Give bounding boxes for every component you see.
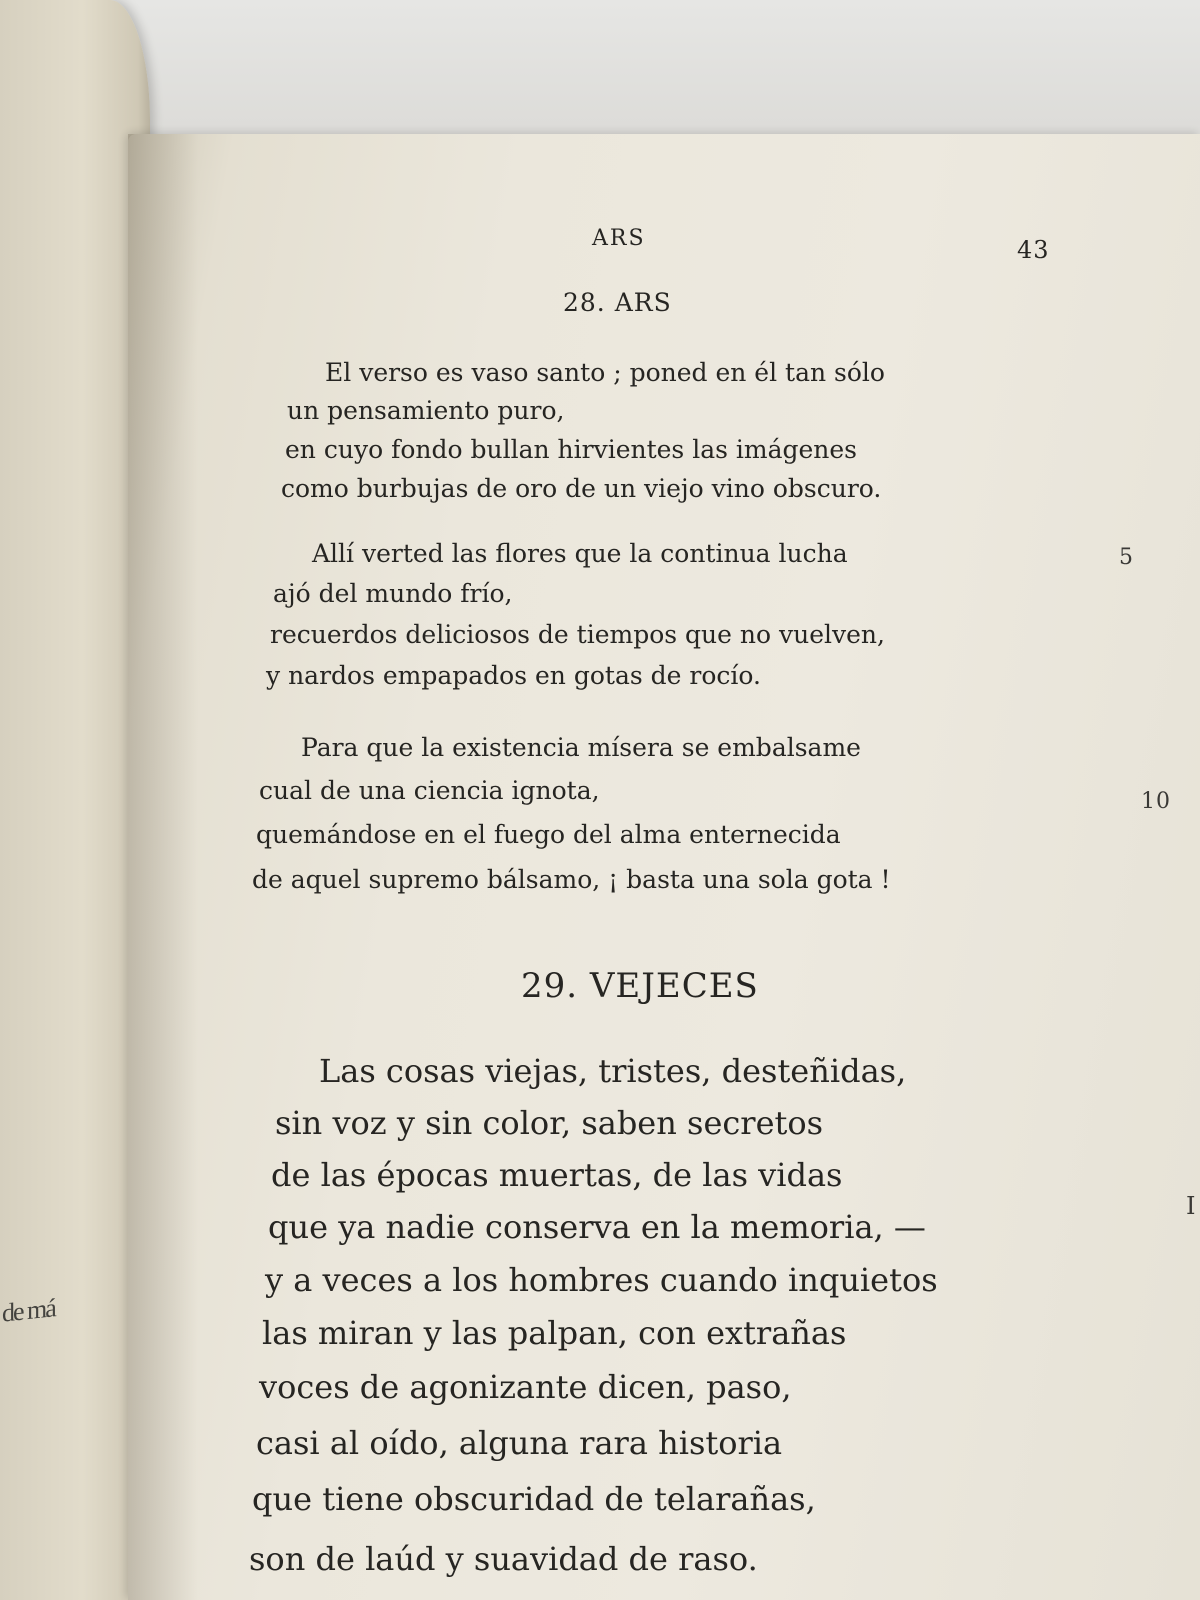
verse-line: ajó del mundo frío, [273, 579, 513, 608]
verse-line: quemándose en el fuego del alma enternecida [256, 820, 841, 849]
running-head: ARS [592, 226, 646, 251]
left-page-text-fragment: de má [2, 1293, 55, 1328]
verse-line: de aquel supremo bálsamo, ¡ basta una sola gota ! [252, 865, 891, 894]
verse-line: las miran y las palpan, con extrañas [262, 1314, 847, 1352]
verse-line: voces de agonizante dicen, paso, [259, 1368, 792, 1406]
line-number: 5 [1119, 545, 1133, 570]
verse-line: son de laúd y suavidad de raso. [249, 1540, 758, 1578]
verse-line: cual de una ciencia ignota, [259, 776, 600, 805]
verse-line: casi al oído, alguna rara historia [256, 1424, 783, 1462]
verse-line: recuerdos deliciosos de tiempos que no vuelven, [270, 620, 885, 649]
verse-line: que ya nadie conserva en la memoria, — [268, 1208, 926, 1246]
verse-line: que tiene obscuridad de telarañas, [252, 1480, 816, 1518]
line-number: 10 [1141, 789, 1171, 814]
verse-line: de las épocas muertas, de las vidas [271, 1156, 843, 1194]
verse-line: El verso es vaso santo ; poned en él tan sólo [325, 358, 885, 387]
verse-line: Allí verted las flores que la continua lucha [312, 539, 848, 568]
verse-line: sin voz y sin color, saben secretos [275, 1104, 824, 1142]
verse-line: y nardos empapados en gotas de rocío. [266, 661, 761, 690]
verse-line: un pensamiento puro, [287, 396, 565, 425]
poem-title-ars: 28. ARS [563, 288, 672, 317]
verse-line: en cuyo fondo bullan hirvientes las imágenes [285, 435, 858, 464]
verse-line: como burbujas de oro de un viejo vino obscuro. [281, 474, 882, 503]
verse-line: Para que la existencia mísera se embalsame [301, 733, 861, 762]
line-number: I [1186, 1192, 1196, 1220]
page-number: 43 [1017, 236, 1050, 264]
poem-title-vejeces: 29. VEJECES [521, 966, 759, 1006]
verse-line: Las cosas viejas, tristes, desteñidas, [319, 1052, 907, 1090]
verse-line: y a veces a los hombres cuando inquietos [265, 1261, 938, 1299]
